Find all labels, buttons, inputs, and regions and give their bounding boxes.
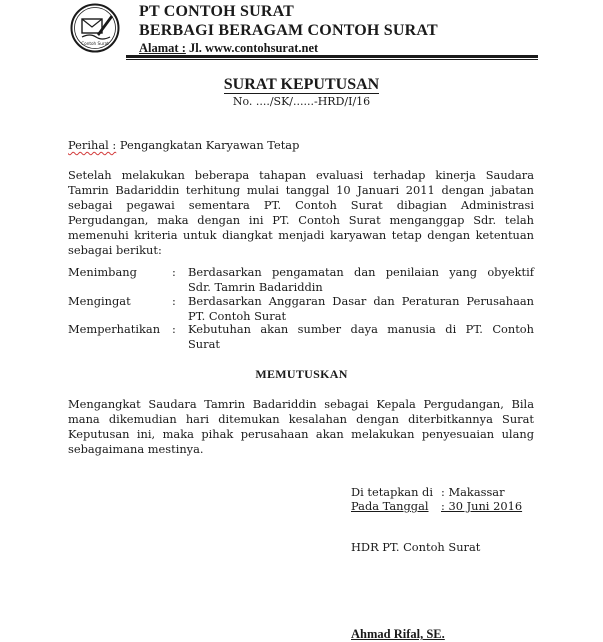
subject-line: [68, 138, 299, 153]
consideration-line: Berdasarkan pengamatan dan penilaian yang obyektif: [188, 265, 534, 279]
intro-line: Tamrin Badariddin terhitung mulai tanggal 10 Januari 2011 dengan jabatan: [68, 183, 534, 197]
decision-paragraph: [68, 397, 534, 457]
place-value: : Makassar: [441, 485, 505, 499]
consideration-line: Kebutuhan akan sumber daya manusia di PT. Contoh: [188, 322, 534, 336]
consideration-line: PT. Contoh Surat: [188, 309, 287, 323]
intro-line: Pergudangan, maka dengan ini PT. Contoh Surat menganggap Sdr. telah: [68, 213, 534, 227]
logo-text: Contoh Surat: [81, 41, 109, 46]
consideration-line: Surat: [188, 337, 220, 351]
decision-line: Mengangkat Saudara Tamrin Badariddin sebagai Kepala Pergudangan, Bila: [68, 397, 534, 411]
consideration-colon: :: [172, 322, 176, 336]
decision-heading: MEMUTUSKAN: [255, 367, 348, 381]
subject-label: Perihal :: [68, 138, 117, 152]
intro-line: sebagai berikut:: [68, 243, 162, 257]
consideration-value: [188, 265, 534, 295]
subject-value: Pengangkatan Karyawan Tetap: [119, 138, 300, 152]
company-logo: [70, 3, 120, 53]
document-number: No. ..../SK/......-HRD/I/16: [232, 95, 371, 108]
address-label: Alamat :: [139, 41, 186, 55]
decision-line: mana dikemudian hari ditemukan kesalahan dengan diterbitkannya Surat: [68, 412, 534, 426]
consideration-line: Berdasarkan Anggaran Dasar dan Peraturan Perusahaan: [188, 294, 534, 308]
consideration-line: Sdr. Tamrin Badariddin: [188, 280, 323, 294]
letterhead-rule-thin: [126, 59, 538, 60]
document-title: SURAT KEPUTUSAN: [223, 76, 380, 93]
place-label: Di tetapkan di: [351, 485, 433, 499]
intro-paragraph: [68, 168, 534, 258]
decision-line: sebagaimana mestinya.: [68, 442, 204, 456]
intro-line: Setelah melakukan beberapa tahapan evaluasi terhadap kinerja Saudara: [68, 168, 534, 182]
consideration-label: Mengingat: [68, 294, 131, 308]
date-value: : 30 Juni 2016: [441, 499, 523, 513]
signer-name: Ahmad Rifal, SE.: [351, 627, 445, 641]
consideration-label: Menimbang: [68, 265, 137, 279]
letterhead-rule-thick: [126, 55, 538, 58]
company-tagline: BERBAGI BERAGAM CONTOH SURAT: [139, 22, 438, 39]
consideration-value: [188, 294, 534, 324]
intro-line: memenuhi kriteria untuk diangkat menjadi karyawan tetap dengan ketentuan: [68, 228, 534, 242]
company-name: PT CONTOH SURAT: [139, 3, 295, 20]
address-value: Jl. www.contohsurat.net: [189, 41, 319, 55]
consideration-value: [188, 322, 534, 352]
intro-line: sebagai pegawai sementara PT. Contoh Surat dibagian Administrasi: [68, 198, 534, 212]
consideration-colon: :: [172, 265, 176, 279]
date-label: Pada Tanggal: [351, 499, 429, 513]
signer-department: HDR PT. Contoh Surat: [351, 540, 481, 554]
decision-line: Keputusan ini, maka pihak perusahaan akan melakukan penyesuaian ulang: [68, 427, 534, 441]
company-address: [139, 41, 318, 55]
consideration-label: Memperhatikan: [68, 322, 161, 336]
consideration-colon: :: [172, 294, 176, 308]
